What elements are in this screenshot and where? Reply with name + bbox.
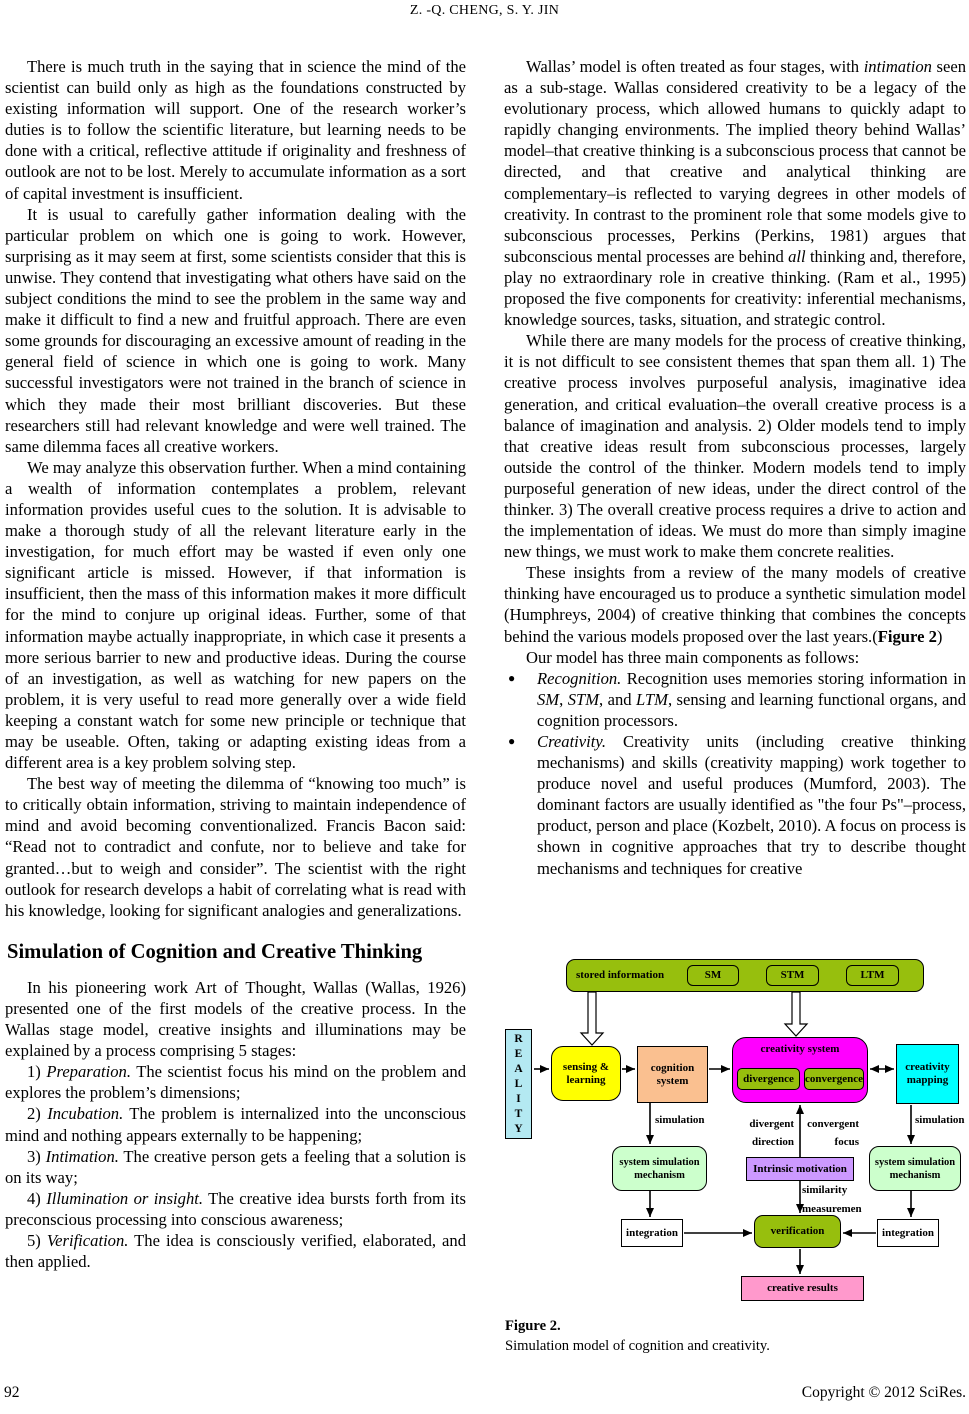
- simulation-label-left: simulation: [655, 1113, 705, 1126]
- verification-node: verification: [754, 1215, 841, 1248]
- figure-caption: [505, 1316, 965, 1356]
- stored-information-label: stored information: [576, 969, 665, 981]
- bullet-text: Creativity. Creativity units (including creative thinking mechanisms) and skills (creativity mapping) work together to produce novel and useful produces (Mumford, 2003). The dominant factors are usually identified as "the four Ps"–process, product, person and place (Kozbelt, 2010). A focus on process is shown in cognitive approaches that try to describe thought mechanisms and techniques for creative: [537, 732, 966, 878]
- system-simulation-mechanism-left: system simulation mechanism: [612, 1146, 707, 1191]
- page-number: 92: [4, 1384, 20, 1401]
- convergent-focus-label: convergent focus: [807, 1118, 859, 1148]
- paragraph: These insights from a review of the many models of creative thinking have encouraged us to produce a synthetic simulation model (Humphreys, 2004) of creative thinking that combines the concepts behind the various models proposed over the last years.(Figure 2): [504, 563, 966, 646]
- integration-node-right: integration: [877, 1219, 939, 1247]
- divergence-node: divergence: [737, 1068, 800, 1090]
- bullet-item: [504, 668, 966, 731]
- figure-caption-title: Figure 2.: [505, 1318, 561, 1334]
- system-simulation-mechanism-right: system simulation mechanism: [869, 1146, 961, 1191]
- paragraph: It is usual to carefully gather information dealing with the particular problem on which one is going to work. However, surprising as it may seem at first, some scientists consider that this is unwise. They contend that investigating what others have said on the subject conditions the mind to see the problem in the same way and make it difficult to find a new and fruitful approach. There are even some grounds for discouraging an excessive amount of reading in the general field of science in which one is going to work. Many successful investigators were not trained in the branch of science in which they made their most brilliant discoveries. But these researchers still had relevant knowledge and were well trained. The same dilemma faces all creative workers.: [5, 204, 466, 456]
- simulation-label-right: simulation: [915, 1113, 965, 1126]
- figure-caption-text: Simulation model of cognition and creativity.: [505, 1338, 770, 1354]
- stm-memory-node: STM: [766, 965, 819, 986]
- paragraph: In his pioneering work Art of Thought, Wallas (Wallas, 1926) presented one of the first models of the creative process. In the Wallas stage model, creative insights and illuminations may be explained by a process comprising 5 stages:: [5, 977, 466, 1061]
- bullet-text: Recognition. Recognition uses memories storing information in SM, STM, and LTM, sensing and learning functional organs, and cognition processors.: [537, 668, 966, 730]
- bullet-icon: ●: [508, 734, 516, 748]
- integration-node-left: integration: [621, 1219, 683, 1247]
- cognition-system-node: cognition system: [637, 1046, 708, 1103]
- paragraph: While there are many models for the process of creative thinking, it is not difficult to see consistent themes that span them all. 1) The creative process involves purposeful analysis, imaginative idea generation, and critical evaluation–the overall creative process is a balance of imagination and analysis. 2) Older models tend to imply that creative ideas result from subconscious processes, largely outside the control of the thinker. Modern models tend to imply purposeful generation of new ideas, under the direct control of the thinker. 3) The overall creative process requires a drive to action and the implementation of ideas. We must do more than simply imagine new things, we must work to make them concrete realities.: [504, 331, 966, 562]
- creativity-mapping-node: creativity mapping: [896, 1044, 959, 1104]
- running-head: Z. -Q. CHENG, S. Y. JIN: [409, 3, 560, 18]
- similarity-measurement-label: similarity measuremen: [802, 1184, 862, 1215]
- paragraph: The best way of meeting the dilemma of “knowing too much” is to critically obtain information, striving to maintain independence of mind and avoid becoming conventionalized. Francis Bacon said: “Read not to contradict and confute, nor to believe and take for granted…but to weigh and consider”. The scientist with the right outlook for research develops a habit of correlating what is read with his knowledge, looking for significant analogies and generalizations.: [5, 774, 466, 920]
- bullet-icon: ●: [508, 670, 516, 685]
- intrinsic-motivation-node: Intrinsic motivation: [746, 1157, 854, 1181]
- paragraph: We may analyze this observation further. When a mind containing a wealth of information contemplates a problem, relevant information provides useful cues to the solution. It is advisable to make a thorough study of all the relevant literature early in the investigation, for much effort may be wasted if even only one significant article is missed. However, if that information is insufficient, then the mass of this information makes it more difficult for the mind to conjure up original ideas. Further, some of that information maybe actually inappropriate, in which case it presents a more serious barrier to new and productive ideas. During the course of an investigation, as well as watching for new papers on the problem, it is very useful to read more generally over a wide field keeping a constant watch for some new principle or technique that may be useable. Often, taking or adapting existing ideas from a different area is a key problem solving step.: [5, 457, 466, 773]
- stage-item: 2) Incubation. The problem is internalized into the unconscious mind and nothing appears externally to be happening;: [5, 1104, 466, 1145]
- figure-2-diagram: [504, 957, 964, 1307]
- paragraph: Our model has three main components as follows:: [526, 647, 860, 667]
- stage-item: 4) Illumination or insight. The creative idea bursts forth from its preconscious processing into conscious awareness;: [5, 1188, 466, 1229]
- paragraph: Wallas’ model is often treated as four stages, with intimation seen as a sub-stage. Wallas considered creativity to be a legacy of the evolutionary process, which allowed humans to quickly adapt to rapidly changing environments. The implied theory behind Wallas’ model–that creative thinking is a subconscious process that cannot be directed, and that creative and analytical thinking are complementary–is reflected to varying degrees in other models of creativity. In contrast to the prominent role that some models give to subconscious processes, Perkins (Perkins, 1981) argues that subconscious mental processes are behind all thinking and, therefore, play no extraordinary role in creative thinking. (Ram et al., 1995) proposed the five components for creativity: inferential mechanisms, knowledge sources, tasks, situation, and strategic control.: [504, 57, 966, 330]
- creativity-system-label: creativity system: [760, 1042, 840, 1055]
- paragraph: There is much truth in the saying that in science the mind of the scientist can build only as high as the foundations constructed by existing information will support. One of the research worker’s duties is to follow the scientific literature, but learning needs to be done with a critical, reflective attitude if originality and freshness of outlook are not to be lost. Merely to accumulate information as a sort of capital investment is insufficient.: [5, 57, 466, 203]
- right-column: [504, 56, 966, 879]
- convergence-node: convergence: [804, 1068, 864, 1090]
- reality-node: REALITY: [505, 1029, 532, 1139]
- copyright-notice: Copyright © 2012 SciRes.: [801, 1384, 966, 1401]
- stage-item: 3) Intimation. The creative person gets a feeling that a solution is on its way;: [5, 1146, 466, 1187]
- creative-results-node: creative results: [741, 1276, 864, 1301]
- stage-item: 1) Preparation. The scientist focus his mind on the problem and explores the problem’s dimensions;: [5, 1062, 466, 1103]
- ltm-memory-node: LTM: [846, 965, 899, 986]
- sensing-learning-node: sensing & learning: [551, 1046, 621, 1101]
- bullet-item: [504, 731, 966, 879]
- left-column: [5, 56, 466, 1272]
- figure-arrows: [504, 957, 964, 1307]
- section-heading: Simulation of Cognition and Creative Thinking: [7, 940, 423, 963]
- divergent-direction-label: divergent direction: [749, 1118, 794, 1148]
- sm-memory-node: SM: [687, 965, 739, 986]
- stage-item: 5) Verification. The idea is consciously verified, elaborated, and then applied.: [5, 1230, 466, 1272]
